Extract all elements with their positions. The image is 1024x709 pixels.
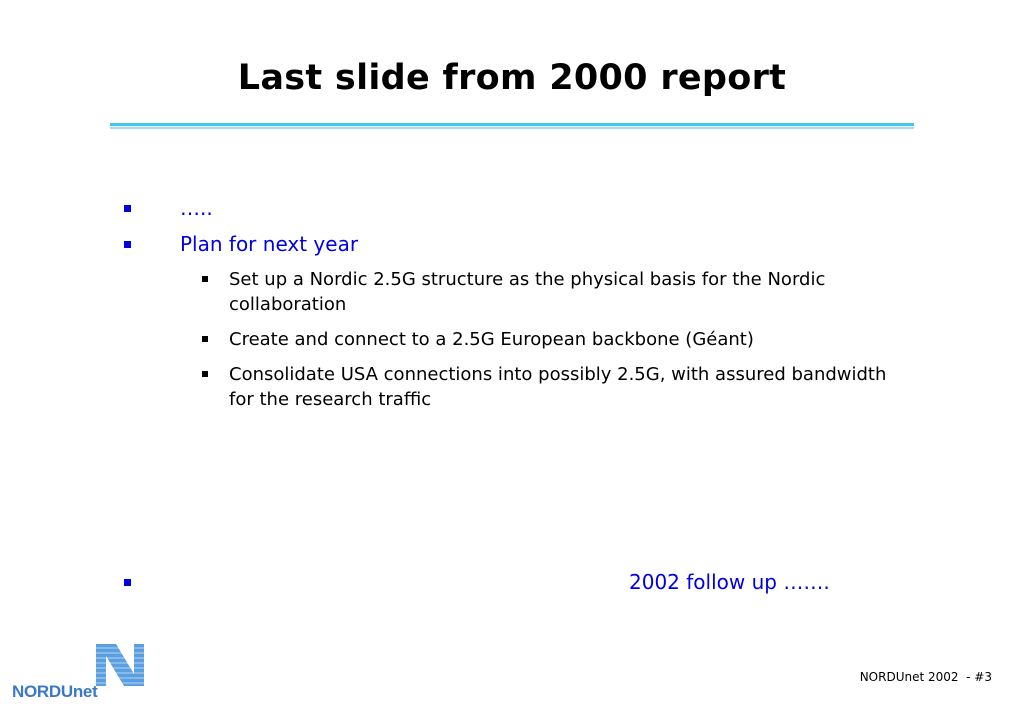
sub-bullet-text: Create and connect to a 2.5G European backbone (Géant) (229, 329, 754, 350)
sub-bullet-nordic-structure (202, 267, 902, 317)
square-bullet-icon (124, 579, 131, 586)
bullet-text: Plan for next year (180, 232, 359, 256)
slide-footer: NORDUnet 2002 - #3 (859, 670, 992, 684)
sub-bullet-text: Set up a Nordic 2.5G structure as the physical basis for the Nordic collaboration (229, 269, 826, 315)
bullet-plan-for-next-year (124, 232, 359, 256)
square-bullet-icon (202, 371, 208, 377)
bullet-follow-up (124, 570, 830, 594)
title-divider-line-top (110, 123, 914, 126)
nordunet-logo (12, 644, 142, 704)
bullet-ellipsis (124, 196, 213, 220)
title-divider-line-bottom (110, 127, 914, 129)
square-bullet-icon (124, 205, 131, 212)
title-divider (110, 123, 914, 129)
sub-bullet-european-backbone (202, 327, 902, 352)
nordunet-n-logo-icon (96, 644, 148, 686)
nordunet-wordmark: NORDUnet (12, 682, 98, 701)
square-bullet-icon (202, 336, 208, 342)
bullet-text: ….. (180, 196, 213, 220)
sub-bullet-usa-connections (202, 362, 902, 412)
bullet-text: 2002 follow up ……. (629, 570, 830, 594)
square-bullet-icon (124, 241, 131, 248)
slide-title: Last slide from 2000 report (237, 58, 787, 98)
square-bullet-icon (202, 276, 208, 282)
sub-bullet-text: Consolidate USA connections into possibly 2.5G, with assured bandwidth for the research traffic (229, 364, 887, 410)
